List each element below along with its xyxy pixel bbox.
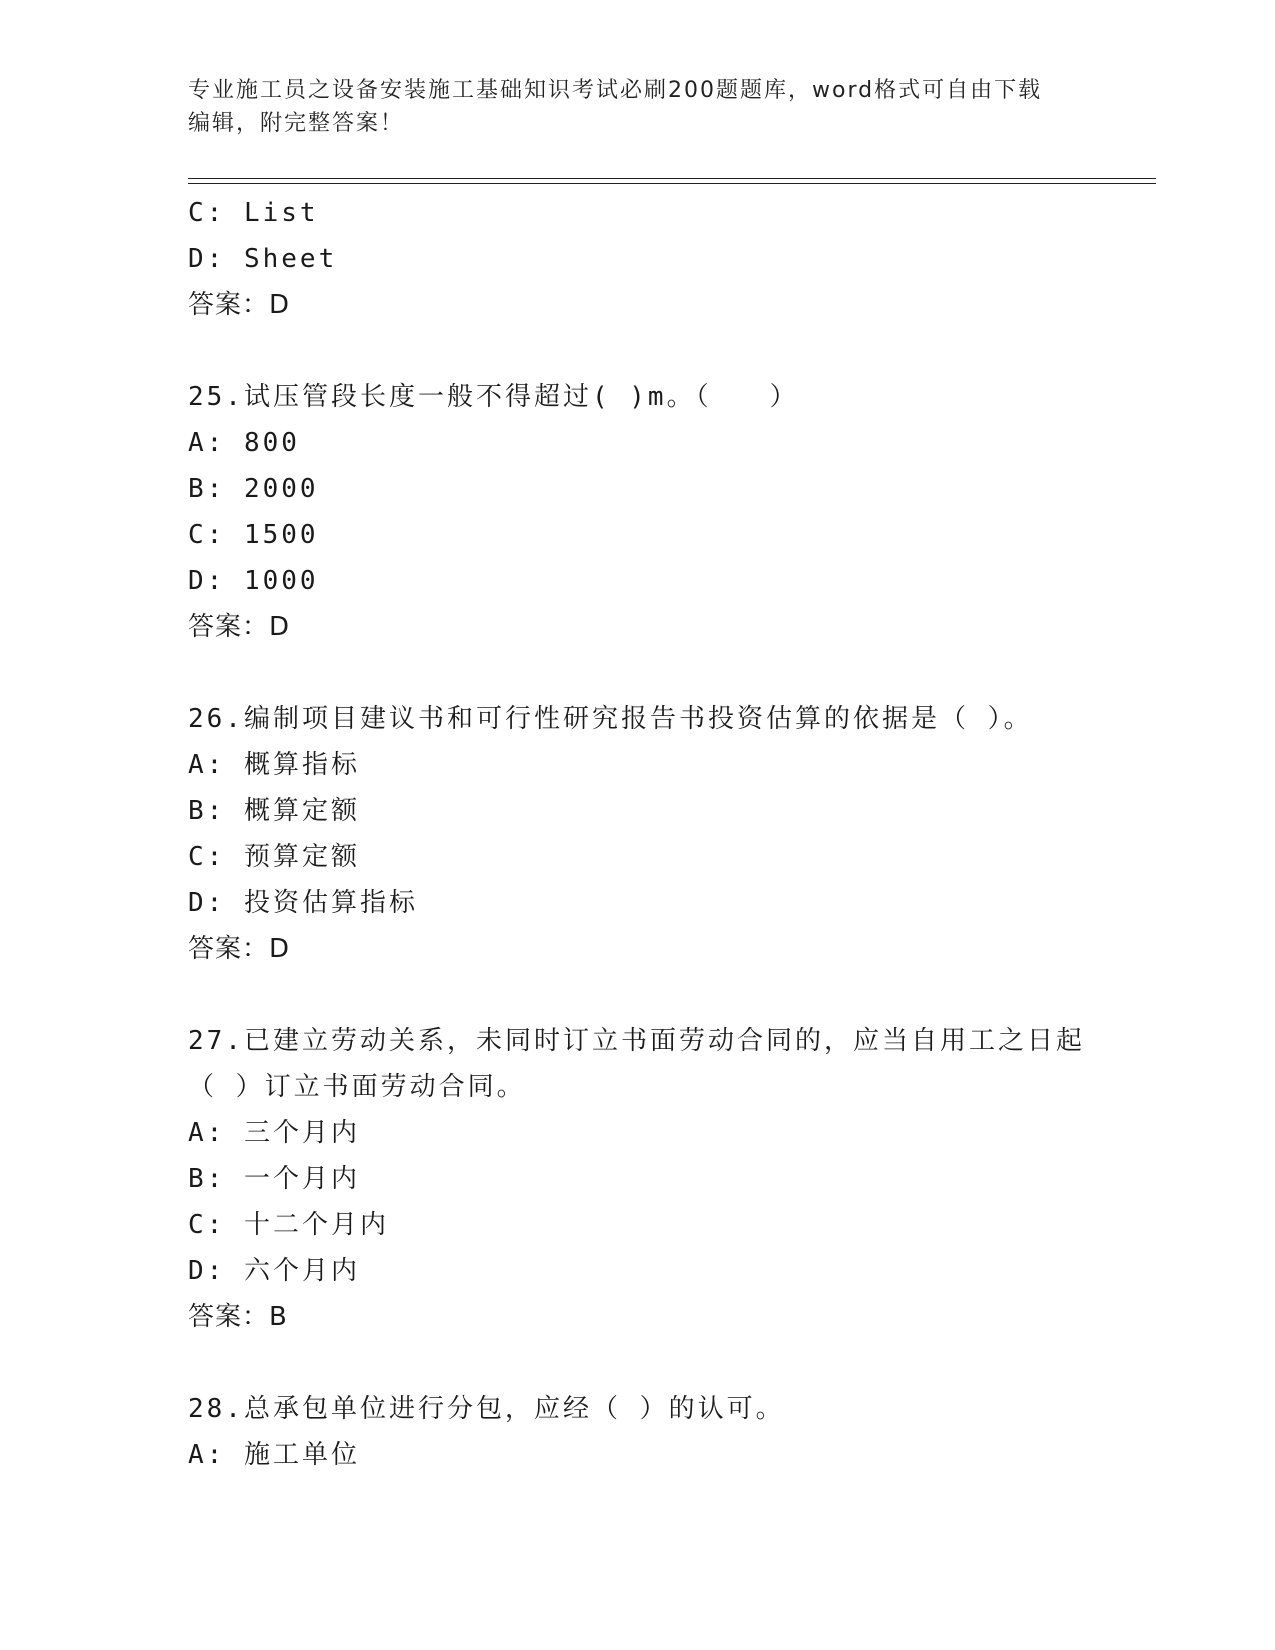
- answer-text: 答案：B: [188, 1302, 288, 1332]
- question-26: [188, 696, 1156, 972]
- option-c: C: 预算定额: [188, 842, 360, 872]
- header-divider-bottom: [188, 183, 1156, 184]
- answer-text: 答案：D: [188, 934, 291, 964]
- option-b: B: 一个月内: [188, 1164, 360, 1194]
- header-divider-top: [188, 178, 1156, 179]
- question-list: [188, 190, 1156, 1478]
- option-a: A: 概算指标: [188, 750, 360, 780]
- question-24-tail: [188, 190, 1156, 328]
- option-b: B: 2000: [188, 474, 319, 504]
- question-title-line-1: 27.已建立劳动关系，未同时订立书面劳动合同的，应当自用工之日起: [188, 1026, 1085, 1056]
- question-title: 28.总承包单位进行分包，应经（ ）的认可。: [188, 1394, 785, 1424]
- question-title: 26.编制项目建议书和可行性研究报告书投资估算的依据是（ ）。: [188, 704, 1033, 734]
- option-a: A: 施工单位: [188, 1440, 360, 1470]
- option-b: B: 概算定额: [188, 796, 360, 826]
- answer-text: 答案：D: [188, 612, 291, 642]
- option-d: D: 投资估算指标: [188, 888, 418, 918]
- option-d: D: 六个月内: [188, 1256, 360, 1286]
- option-a: A: 三个月内: [188, 1118, 360, 1148]
- question-title-line-2: （ ）订立书面劳动合同。: [188, 1072, 526, 1102]
- question-title: 25.试压管段长度一般不得超过( )m。（ ）: [188, 382, 799, 412]
- option-d: D: Sheet: [188, 244, 338, 274]
- question-28: [188, 1386, 1156, 1478]
- question-27: [188, 1018, 1156, 1340]
- answer-text: 答案：D: [188, 290, 291, 320]
- option-c: C: 1500: [188, 520, 319, 550]
- option-a: A: 800: [188, 428, 300, 458]
- header-line-1: 专业施工员之设备安装施工基础知识考试必刷200题题库，word格式可自由下载: [188, 78, 1043, 103]
- header-line-2: 编辑，附完整答案！: [188, 111, 405, 136]
- option-c: C: List: [188, 198, 319, 228]
- document-header: [188, 74, 1068, 140]
- option-c: C: 十二个月内: [188, 1210, 389, 1240]
- option-d: D: 1000: [188, 566, 319, 596]
- question-25: [188, 374, 1156, 650]
